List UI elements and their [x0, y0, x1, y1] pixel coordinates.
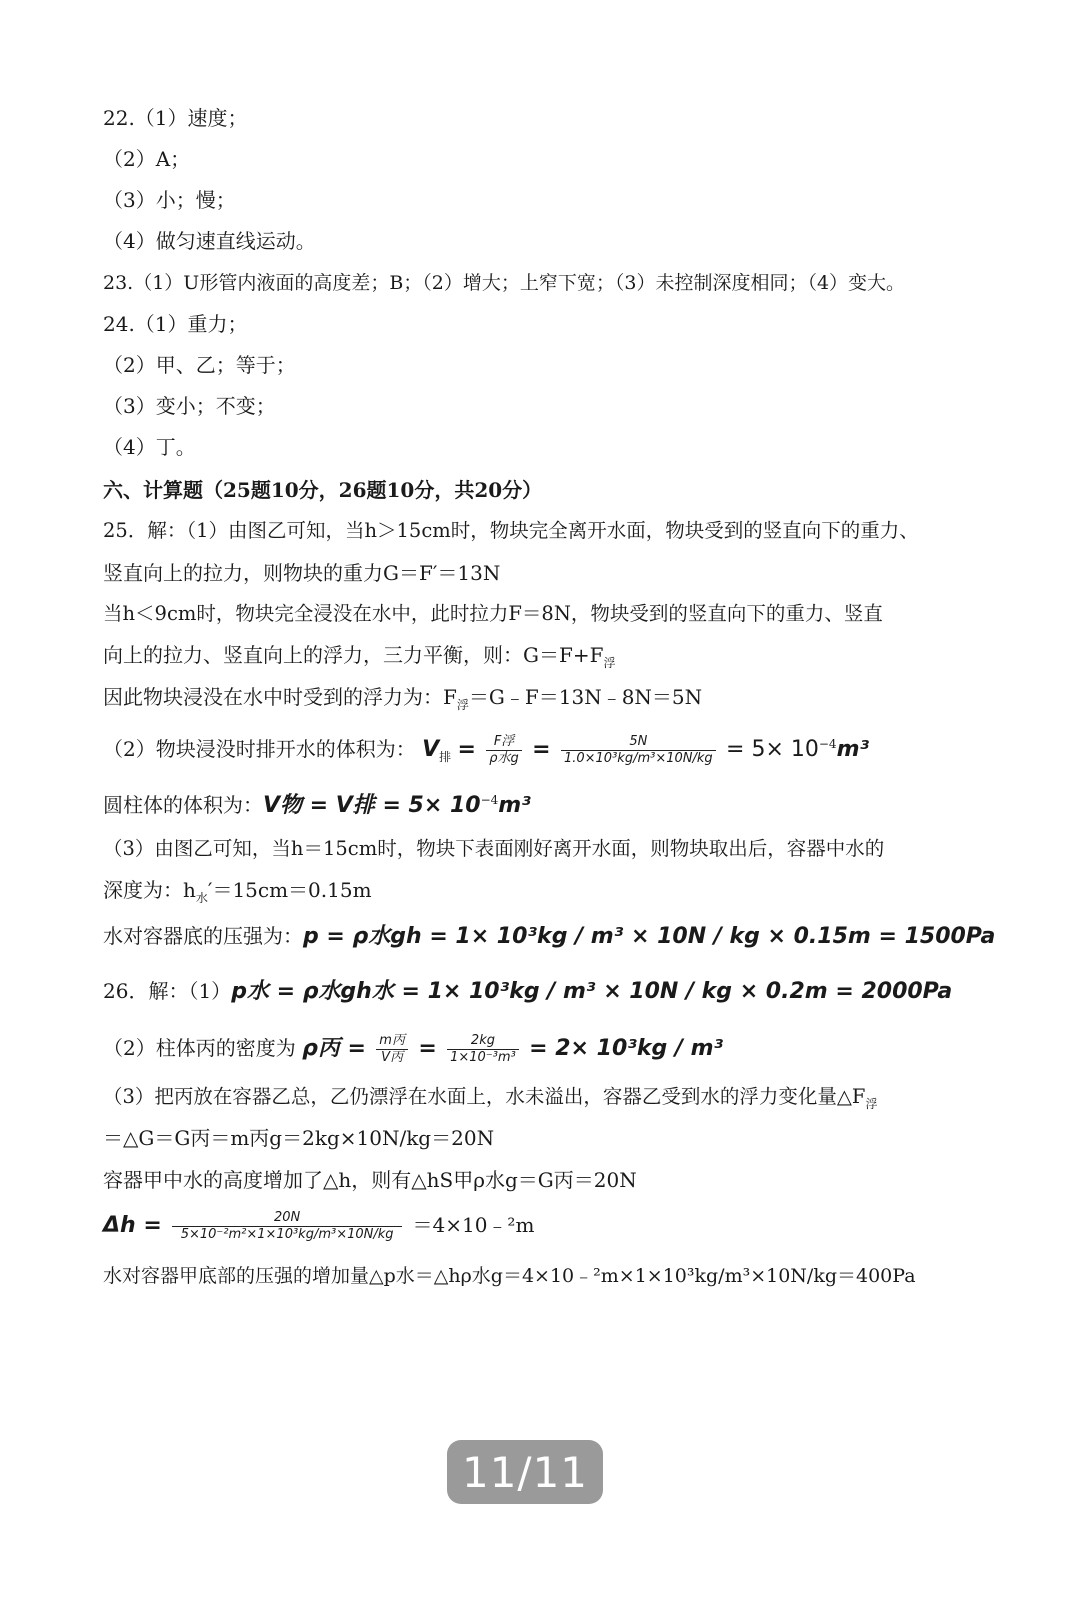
- result: = 5× 10: [726, 737, 819, 762]
- denominator: V丙: [381, 1050, 404, 1065]
- math: p = ρ水gh = 1× 10³kg / m³ × 10N / kg × 0.15m = 1500Pa: [303, 924, 996, 949]
- answer-25-line-c: 当h＜9cm时，物块完全浸没在水中，此时拉力F＝8N，物块受到的竖直向下的重力、竖直: [103, 602, 883, 625]
- answer-24-2: （2）甲、乙；等于；: [103, 353, 296, 377]
- text: ′＝15cm＝0.15m: [207, 878, 372, 902]
- numerator: m丙: [376, 1033, 408, 1050]
- numerator: 5N: [561, 734, 716, 751]
- text: ＝G﹣F＝13N﹣8N＝5N: [468, 685, 703, 709]
- text: （2）柱体丙的密度为: [103, 1036, 296, 1060]
- text: 26．解：（1）: [103, 979, 232, 1003]
- math-lhs: Δh =: [103, 1213, 162, 1238]
- fraction: [172, 1210, 402, 1243]
- numerator: 20N: [172, 1210, 402, 1227]
- answer-26-pressure: [103, 975, 952, 1008]
- answer-25-line-b: 竖直向上的拉力，则物块的重力G＝F′＝13N: [103, 561, 501, 585]
- answer-25-line-e: [103, 684, 702, 718]
- answer-25-line-a: 25．解：（1）由图乙可知，当h＞15cm时，物块完全离开水面，物块受到的竖直向下的重力、: [103, 519, 919, 542]
- denominator: ρ水g: [489, 751, 519, 766]
- answer-25-line-d: [103, 642, 616, 676]
- answer-26-density: [103, 1026, 723, 1071]
- text: 因此物块浸没在水中时受到的浮力为：F: [103, 685, 457, 709]
- answer-22-3: （3）小；慢；: [103, 188, 236, 212]
- superscript: −4: [480, 793, 499, 807]
- answer-24-3: （3）变小；不变；: [103, 394, 276, 418]
- text: 深度为：h: [103, 878, 196, 902]
- answer-22-4: （4）做匀速直线运动。: [103, 229, 316, 253]
- fraction: [561, 734, 716, 767]
- superscript: −4: [818, 737, 837, 751]
- answer-24-4: （4）丁。: [103, 435, 196, 459]
- answer-22-1: 22.（1）速度；: [103, 106, 248, 130]
- page-indicator: 11/11: [447, 1440, 603, 1504]
- math: p水 = ρ水gh水 = 1× 10³kg / m³ × 10N / kg × 0.2m = 2000Pa: [231, 979, 953, 1004]
- fraction: [486, 734, 522, 767]
- answer-26-line-e: 容器甲中水的高度增加了△h，则有△hS甲ρ水g＝G丙＝20N: [103, 1168, 637, 1192]
- section-heading: 六、计算题（25题10分，26题10分，共20分）: [103, 478, 543, 502]
- fraction: [447, 1033, 519, 1066]
- subscript: 浮: [603, 656, 616, 670]
- numerator: 2kg: [447, 1033, 519, 1050]
- answer-24-1: 24.（1）重力；: [103, 312, 248, 336]
- denominator: 1.0×10³kg/m³×10N/kg: [563, 751, 713, 766]
- unit: m³: [836, 737, 870, 762]
- equals: =: [418, 1036, 437, 1061]
- answer-25-cylinder-volume: [103, 784, 531, 822]
- text: 圆柱体的体积为：: [103, 793, 263, 817]
- numerator: F浮: [486, 734, 522, 751]
- math: V物 = V排 = 5× 10: [263, 793, 481, 818]
- answer-25-line-h: （3）由图乙可知，当h＝15cm时，物块下表面刚好离开水面，则物块取出后，容器中水的: [103, 837, 885, 860]
- equals: =: [457, 737, 476, 762]
- answer-25-line-i: [103, 877, 372, 911]
- answer-26-delta-h: [103, 1203, 534, 1248]
- subscript: 浮: [865, 1097, 878, 1111]
- math-lhs: V: [422, 737, 440, 762]
- subscript: 水: [195, 891, 208, 905]
- answer-26-line-g: 水对容器甲底部的压强的增加量△p水＝△hρ水g＝4×10﹣²m×1×10³kg/m³×10N/kg＝400Pa: [103, 1265, 916, 1287]
- text: （3）把丙放在容器乙总，乙仍漂浮在水面上，水未溢出，容器乙受到水的浮力变化量△F: [103, 1085, 866, 1108]
- text: 向上的拉力、竖直向上的浮力，三力平衡，则：G＝F+F: [103, 643, 604, 667]
- answer-22-2: （2）A；: [103, 147, 191, 171]
- subscript: 浮: [456, 698, 469, 712]
- answer-23: 23.（1）U形管内液面的高度差；B；（2）增大；上窄下宽；（3）未控制深度相同；（4）变大。: [103, 272, 906, 294]
- text: （2）物块浸没时排开水的体积为：: [103, 737, 416, 761]
- denominator: 1×10⁻³m³: [450, 1050, 516, 1065]
- math-lhs: ρ丙 =: [302, 1036, 366, 1061]
- answer-26-line-d: ＝△G＝G丙＝m丙g＝2kg×10N/kg＝20N: [103, 1126, 495, 1150]
- fraction: [376, 1033, 408, 1066]
- equals: =: [532, 737, 551, 762]
- result: ＝4×10﹣²m: [412, 1213, 535, 1237]
- answer-26-line-c: [103, 1084, 877, 1117]
- subscript: 排: [439, 750, 452, 764]
- unit: m³: [498, 793, 531, 818]
- answer-25-volume-formula: [103, 722, 869, 779]
- text: 水对容器底的压强为：: [103, 924, 303, 948]
- denominator: 5×10⁻²m²×1×10³kg/m³×10N/kg: [180, 1227, 394, 1242]
- result: = 2× 10³kg / m³: [529, 1036, 724, 1061]
- answer-25-pressure: [103, 920, 995, 953]
